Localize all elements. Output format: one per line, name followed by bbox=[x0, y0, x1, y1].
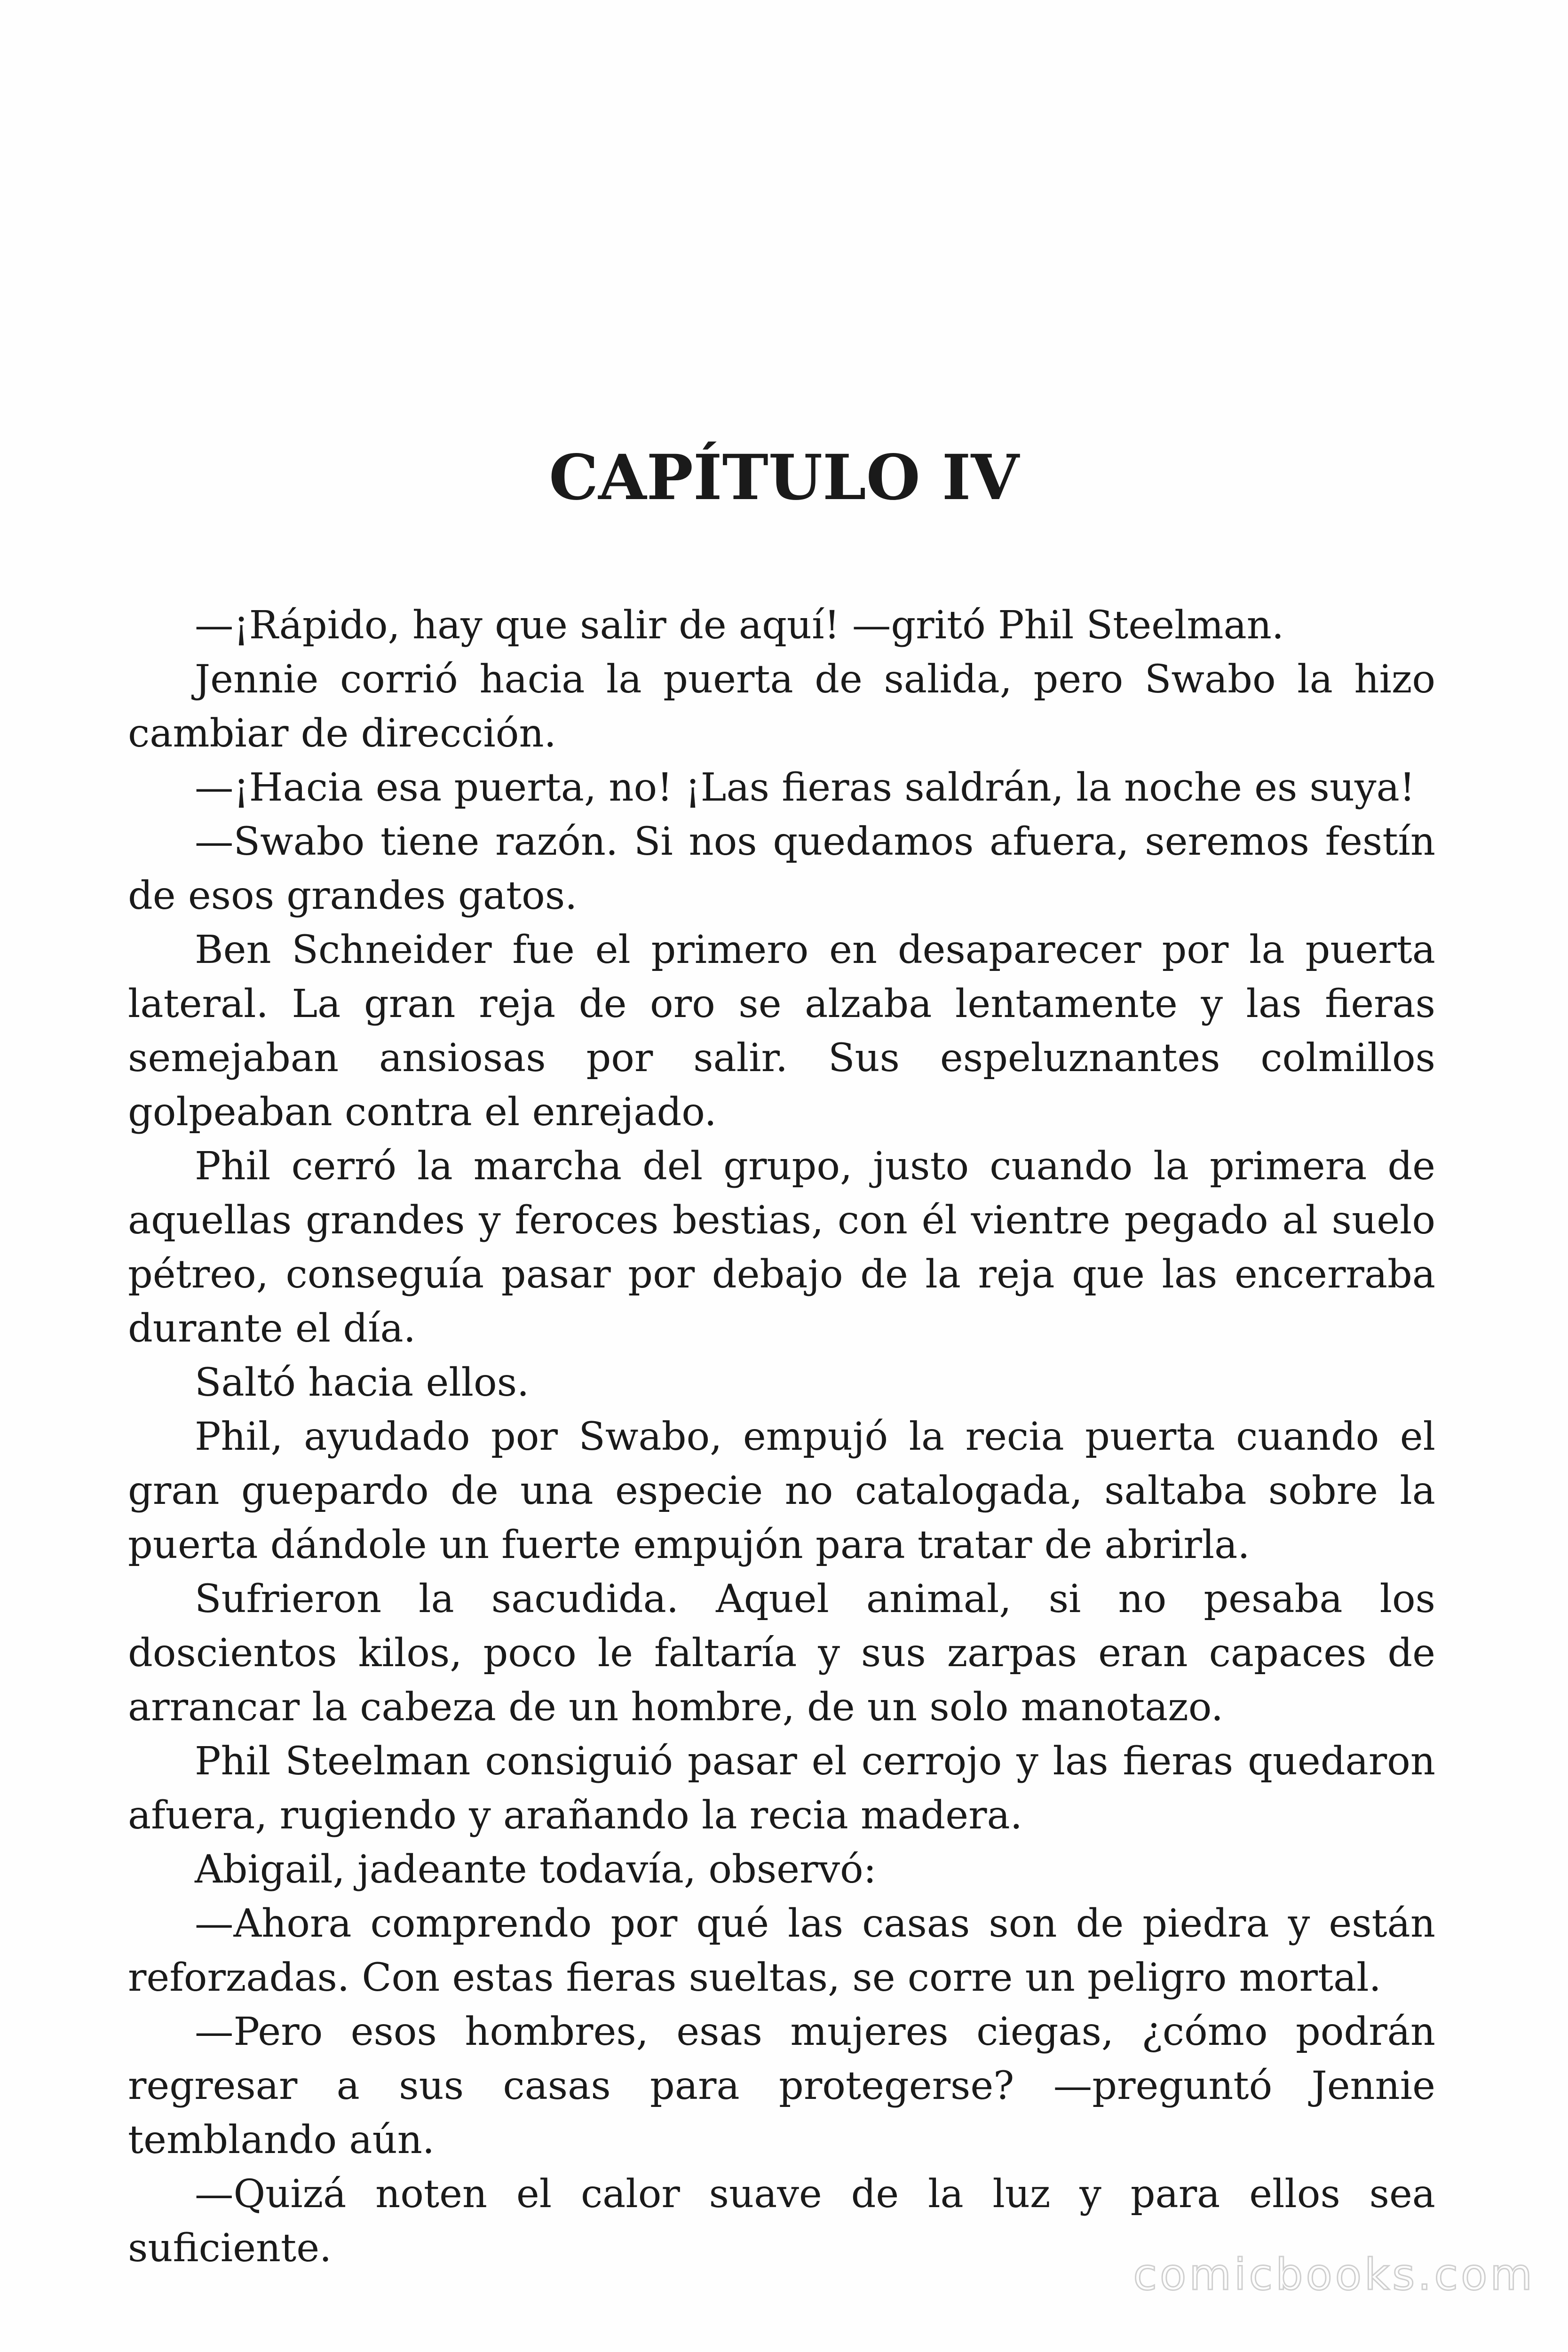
paragraph: Saltó hacia ellos. bbox=[195, 1360, 530, 1405]
paragraph: Phil, ayudado por Swabo, empujó la recia puerta cuando el gran guepardo de una especie no catalogada, saltaba sobre la puerta dándole un fuerte empujón para tratar de abrirla. bbox=[128, 1414, 1435, 1567]
paragraph: Sufrieron la sacudida. Aquel animal, si no pesaba los doscientos kilos, poco le faltaría y sus zarpas eran capaces de arrancar la cabeza de un hombre, de un solo manotazo. bbox=[128, 1576, 1435, 1730]
body-text bbox=[128, 598, 1435, 2275]
paragraph: —Quizá noten el calor suave de la luz y para ellos sea suficiente. bbox=[128, 2171, 1435, 2271]
watermark: comicbooks.com bbox=[1133, 2249, 1535, 2300]
paragraph: —Pero esos hombres, esas mujeres ciegas, ¿cómo podrán regresar a sus casas para protegerse? —preguntó Jennie temblando aún. bbox=[128, 2009, 1435, 2162]
paragraph: —Ahora comprendo por qué las casas son de piedra y están reforzadas. Con estas fieras sueltas, se corre un peligro mortal. bbox=[128, 1901, 1435, 2000]
paragraph: Phil cerró la marcha del grupo, justo cuando la primera de aquellas grandes y feroces bestias, con él vientre pegado al suelo pétreo, conseguía pasar por debajo de la reja que las encerraba durante el día. bbox=[128, 1144, 1435, 1351]
paragraph: —¡Hacia esa puerta, no! ¡Las fieras saldrán, la noche es suya! bbox=[195, 765, 1415, 810]
chapter-title: CAPÍTULO IV bbox=[549, 441, 1019, 514]
paragraph: Ben Schneider fue el primero en desaparecer por la puerta lateral. La gran reja de oro se alzaba lentamente y las fieras semejaban ansiosas por salir. Sus espeluznantes colmillos golpeaban contra el enrejado. bbox=[128, 927, 1435, 1135]
paragraph: Abigail, jadeante todavía, observó: bbox=[195, 1847, 877, 1892]
paragraph: —Swabo tiene razón. Si nos quedamos afuera, seremos festín de esos grandes gatos. bbox=[128, 819, 1435, 918]
paragraph: Jennie corrió hacia la puerta de salida, pero Swabo la hizo cambiar de dirección. bbox=[128, 657, 1435, 756]
paragraph: Phil Steelman consiguió pasar el cerrojo y las fieras quedaron afuera, rugiendo y arañando la recia madera. bbox=[128, 1739, 1435, 1838]
paragraph: —¡Rápido, hay que salir de aquí! —gritó Phil Steelman. bbox=[195, 603, 1284, 648]
